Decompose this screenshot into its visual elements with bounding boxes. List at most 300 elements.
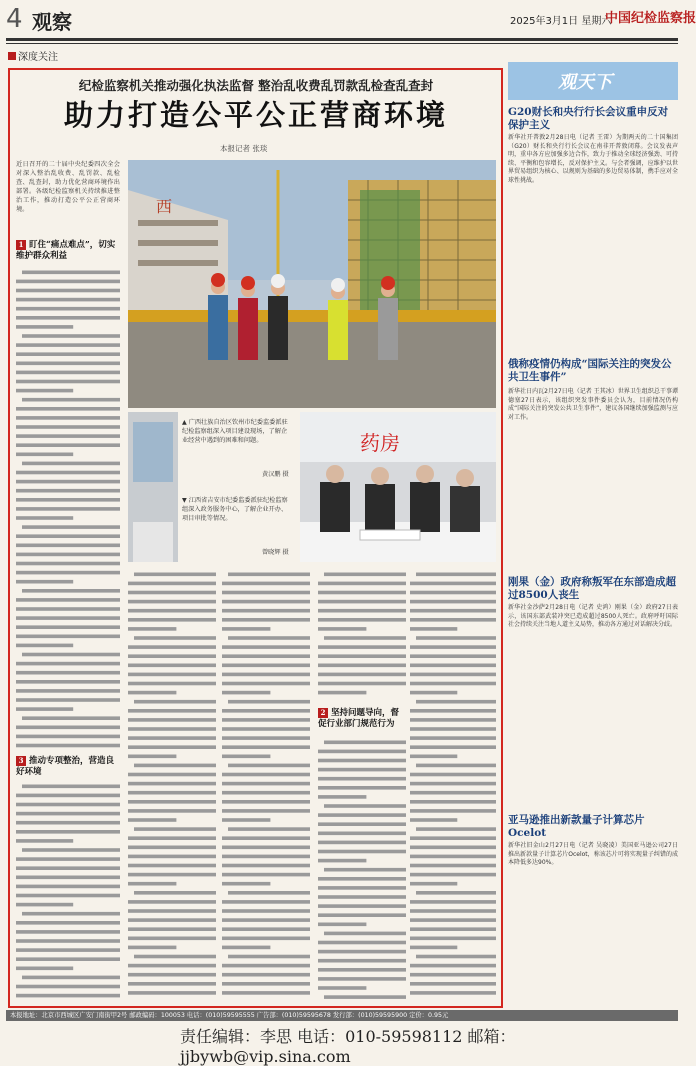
text-line-texture xyxy=(410,991,496,995)
text-line-texture xyxy=(222,791,310,795)
photo-service-hall-left xyxy=(128,412,178,562)
text-line-texture xyxy=(410,846,496,850)
text-line-texture xyxy=(128,673,216,677)
text-line-texture xyxy=(128,882,176,886)
body-column-5 xyxy=(410,570,496,1004)
text-line-texture xyxy=(318,645,406,649)
text-line-texture xyxy=(16,957,120,961)
text-line-texture xyxy=(16,307,120,311)
text-line-texture xyxy=(318,986,366,990)
text-line-texture xyxy=(410,591,496,595)
text-line-texture xyxy=(410,600,496,604)
text-line-texture xyxy=(134,636,216,640)
text-line-texture xyxy=(128,973,216,977)
text-line-texture xyxy=(16,380,120,384)
text-line-texture xyxy=(410,882,457,886)
photo1-caption: ▲ 广西壮族自治区钦州市纪委监委派驻纪检监察组深入项目建设现场，了解企业经营中遇到的困难和问题。 xyxy=(182,419,288,444)
text-line-texture xyxy=(222,591,310,595)
text-line-texture xyxy=(16,471,120,475)
text-line-texture xyxy=(128,773,216,777)
text-line-texture xyxy=(228,891,310,895)
text-line-texture xyxy=(318,904,406,908)
text-line-texture xyxy=(318,813,406,817)
text-line-texture xyxy=(128,818,176,822)
text-line-texture xyxy=(410,682,496,686)
text-line-texture xyxy=(16,580,73,584)
world-story-1-title: G20财长和央行行长会议重申反对保护主义 xyxy=(508,106,669,131)
text-line-texture xyxy=(16,671,120,675)
text-line-texture xyxy=(16,885,120,889)
text-line-texture xyxy=(22,525,120,529)
text-line-texture xyxy=(410,800,496,804)
text-line-texture xyxy=(228,700,310,704)
text-line-texture xyxy=(16,516,73,520)
text-line-texture xyxy=(410,809,496,813)
text-line-texture xyxy=(222,673,310,677)
world-story-3-title: 刚果（金）政府称叛军在东部造成超过8500人丧生 xyxy=(508,576,676,601)
text-line-texture xyxy=(16,707,73,711)
text-line-texture xyxy=(416,636,496,640)
text-line-texture xyxy=(22,271,120,275)
text-line-texture xyxy=(228,827,310,831)
text-line-texture xyxy=(128,855,216,859)
text-line-texture xyxy=(16,362,120,366)
text-line-texture xyxy=(410,673,496,677)
text-line-texture xyxy=(222,818,270,822)
text-line-texture xyxy=(134,891,216,895)
text-line-texture xyxy=(410,927,496,931)
world-story-4-body: 新华社旧金山2月27日电（记者 吴晓凌）美国亚马逊公司27日推出新款量子计算芯片Ocelot，称该芯片可将实现量子纠错的成本降低多达90%。 xyxy=(508,842,678,867)
text-line-texture xyxy=(318,886,406,890)
article-byline: 本报记者 张琰 xyxy=(220,144,268,153)
text-line-texture xyxy=(22,716,120,720)
text-line-texture xyxy=(318,877,406,881)
text-line-texture xyxy=(16,562,120,566)
text-line-texture xyxy=(16,726,120,730)
text-line-texture xyxy=(128,791,216,795)
text-line-texture xyxy=(16,830,120,834)
text-line-texture xyxy=(222,600,310,604)
text-line-texture xyxy=(318,591,406,595)
text-line-texture xyxy=(222,755,270,759)
footer-editors: 责任编辑：李思 电话：010-59598112 邮箱：jjbywb@vip.sina.com xyxy=(180,1027,516,1066)
text-line-texture xyxy=(16,939,120,943)
text-line-texture xyxy=(222,964,310,968)
text-line-texture xyxy=(318,895,406,899)
text-line-texture xyxy=(222,627,270,631)
text-line-texture xyxy=(16,894,120,898)
text-line-texture xyxy=(128,600,216,604)
text-line-texture xyxy=(16,416,120,420)
text-line-texture xyxy=(410,627,457,631)
text-line-texture xyxy=(16,803,120,807)
photo1-credit: 黄汉鹏 摄 xyxy=(262,471,289,478)
text-line-texture xyxy=(16,698,120,702)
body-column-1b xyxy=(16,782,120,1004)
text-line-texture xyxy=(410,709,496,713)
text-line-texture xyxy=(222,727,310,731)
section-title: 观察 xyxy=(32,10,72,34)
text-line-texture xyxy=(416,764,496,768)
text-line-texture xyxy=(324,868,406,872)
text-line-texture xyxy=(318,618,406,622)
text-line-texture xyxy=(222,718,310,722)
text-line-texture xyxy=(128,937,216,941)
text-line-texture xyxy=(16,434,120,438)
header-rule xyxy=(6,38,678,41)
text-line-texture xyxy=(128,654,216,658)
text-line-texture xyxy=(222,682,310,686)
text-line-texture xyxy=(410,618,496,622)
text-line-texture xyxy=(410,645,496,649)
text-line-texture xyxy=(16,325,73,329)
text-line-texture xyxy=(128,745,216,749)
text-line-texture xyxy=(318,913,406,917)
text-line-texture xyxy=(222,937,310,941)
text-line-texture xyxy=(410,836,496,840)
text-line-texture xyxy=(16,967,73,971)
text-line-texture xyxy=(128,618,216,622)
text-line-texture xyxy=(16,680,120,684)
text-line-texture xyxy=(410,654,496,658)
text-line-texture xyxy=(134,764,216,768)
text-line-texture xyxy=(410,745,496,749)
text-line-texture xyxy=(318,673,406,677)
text-line-texture xyxy=(16,298,120,302)
text-line-texture xyxy=(128,755,176,759)
text-line-texture xyxy=(410,964,496,968)
pharmacy-sign: 药房 xyxy=(360,431,400,455)
text-line-texture xyxy=(416,891,496,895)
world-story-2-title: 俄称疫情仍构成“国际关注的突发公共卫生事件” xyxy=(508,358,672,383)
text-line-texture xyxy=(16,425,120,429)
text-line-texture xyxy=(222,909,310,913)
photo-construction-site xyxy=(128,160,496,408)
text-line-texture xyxy=(16,866,120,870)
text-line-texture xyxy=(318,691,366,695)
body-column-2 xyxy=(128,570,216,1004)
text-line-texture xyxy=(318,850,406,854)
tag-marker-icon xyxy=(8,52,16,60)
text-line-texture xyxy=(318,759,406,763)
text-line-texture xyxy=(16,507,120,511)
text-line-texture xyxy=(16,812,120,816)
text-line-texture xyxy=(410,782,496,786)
text-line-texture xyxy=(222,809,310,813)
text-line-texture xyxy=(16,930,120,934)
text-line-texture xyxy=(222,745,310,749)
text-line-texture xyxy=(134,827,216,831)
text-line-texture xyxy=(128,691,176,695)
text-line-texture xyxy=(128,900,216,904)
article-headline: 助力打造公平公正营商环境 xyxy=(63,98,448,132)
text-line-texture xyxy=(416,573,496,577)
text-line-texture xyxy=(16,489,120,493)
text-line-texture xyxy=(22,976,120,980)
text-line-texture xyxy=(134,955,216,959)
text-line-texture xyxy=(318,654,406,658)
text-line-texture xyxy=(16,598,120,602)
text-line-texture xyxy=(318,795,366,799)
text-line-texture xyxy=(128,864,216,868)
text-line-texture xyxy=(222,582,310,586)
world-news-column xyxy=(508,62,678,1022)
text-line-texture xyxy=(128,991,216,995)
text-line-texture xyxy=(222,918,310,922)
text-line-texture xyxy=(16,443,120,447)
text-line-texture xyxy=(410,773,496,777)
text-line-texture xyxy=(318,777,406,781)
text-line-texture xyxy=(16,352,120,356)
text-line-texture xyxy=(128,873,216,877)
text-line-texture xyxy=(16,921,120,925)
text-line-texture xyxy=(16,876,120,880)
text-line-texture xyxy=(16,480,120,484)
text-line-texture xyxy=(410,982,496,986)
text-line-texture xyxy=(410,873,496,877)
text-line-texture xyxy=(318,664,406,668)
site-sign: 西 xyxy=(156,197,173,216)
text-line-texture xyxy=(22,462,120,466)
text-line-texture xyxy=(222,900,310,904)
text-line-texture xyxy=(222,773,310,777)
text-line-texture xyxy=(228,636,310,640)
text-line-texture xyxy=(318,786,406,790)
text-line-texture xyxy=(16,280,120,284)
text-line-texture xyxy=(16,607,120,611)
text-line-texture xyxy=(16,453,73,457)
text-line-texture xyxy=(410,691,457,695)
text-line-texture xyxy=(222,991,310,995)
text-line-texture xyxy=(318,627,366,631)
text-line-texture xyxy=(222,846,310,850)
text-line-texture xyxy=(222,973,310,977)
text-line-texture xyxy=(128,645,216,649)
text-line-texture xyxy=(410,609,496,613)
text-line-texture xyxy=(318,768,406,772)
subhead-3: 3 推动专项整治，营造良好环境 xyxy=(16,756,115,777)
world-news-banner xyxy=(508,62,678,100)
text-line-texture xyxy=(222,782,310,786)
text-line-texture xyxy=(222,864,310,868)
text-line-texture xyxy=(128,918,216,922)
text-line-texture xyxy=(128,582,216,586)
text-line-texture xyxy=(16,644,73,648)
text-line-texture xyxy=(222,645,310,649)
page-number: 4 xyxy=(6,4,23,34)
text-line-texture xyxy=(16,389,73,393)
text-line-texture xyxy=(128,709,216,713)
text-line-texture xyxy=(16,635,120,639)
text-line-texture xyxy=(22,848,120,852)
photo2-caption: ▼ 江西省吉安市纪委监委派驻纪检监察组深入政务服务中心，了解企业开办、项目审批等情况。 xyxy=(182,497,288,522)
text-line-texture xyxy=(128,982,216,986)
text-line-texture xyxy=(128,609,216,613)
text-line-texture xyxy=(222,691,270,695)
text-line-texture xyxy=(128,909,216,913)
text-line-texture xyxy=(324,932,406,936)
world-story-1-body: 新华社开普敦2月28日电（记者 王雷）为期两天的二十国集团（G20）财长和央行行长会议在南非开普敦闭幕。会议发表声明，重申各方应加强多边合作，致力于推动全球经济强劲、可持续、平衡和包容增长，反对保护主义。与会者强调，应维护以世界贸易组织为核心、以规则为基础的多边贸易体制，携手应对全球性挑战。 xyxy=(508,134,678,184)
text-line-texture xyxy=(22,785,120,789)
text-line-texture xyxy=(410,909,496,913)
text-line-texture xyxy=(134,700,216,704)
text-line-texture xyxy=(134,573,216,577)
text-line-texture xyxy=(410,973,496,977)
text-line-texture xyxy=(16,544,120,548)
text-line-texture xyxy=(410,718,496,722)
text-line-texture xyxy=(16,857,120,861)
text-line-texture xyxy=(16,662,120,666)
text-line-texture xyxy=(324,573,406,577)
text-line-texture xyxy=(16,994,120,998)
text-line-texture xyxy=(16,553,120,557)
text-line-texture xyxy=(222,709,310,713)
text-line-texture xyxy=(16,948,120,952)
text-line-texture xyxy=(128,964,216,968)
text-line-texture xyxy=(318,609,406,613)
world-news-badge: 观天下 xyxy=(558,72,612,93)
text-line-texture xyxy=(410,755,457,759)
text-line-texture xyxy=(410,791,496,795)
text-line-texture xyxy=(318,968,406,972)
text-line-texture xyxy=(128,736,216,740)
text-line-texture xyxy=(222,654,310,658)
photo2-credit: 曾晓辉 摄 xyxy=(262,549,289,556)
subhead-1: 1 盯住“痛点难点”，切实维护群众利益 xyxy=(16,240,116,261)
text-line-texture xyxy=(128,782,216,786)
text-line-texture xyxy=(22,912,120,916)
text-line-texture xyxy=(16,371,120,375)
text-line-texture xyxy=(16,689,120,693)
text-line-texture xyxy=(222,982,310,986)
world-story-3-body: 新华社金沙萨2月28日电（记者 史鸿）刚果（金）政府27日表示，该国东部武装冲突已造成超过8500人死亡。政府呼吁国际社会持续关注当地人道主义局势，推动各方通过对话解决分歧。 xyxy=(508,604,678,629)
text-line-texture xyxy=(228,764,310,768)
text-line-texture xyxy=(318,600,406,604)
text-line-texture xyxy=(410,937,496,941)
text-line-texture xyxy=(222,946,270,950)
text-line-texture xyxy=(16,316,120,320)
text-line-texture xyxy=(128,664,216,668)
text-line-texture xyxy=(16,903,73,907)
text-line-texture xyxy=(324,995,406,999)
text-line-texture xyxy=(222,800,310,804)
text-line-texture xyxy=(410,736,496,740)
subhead-2: 2 坚持问题导向，督促行业部门规范行为 xyxy=(318,708,400,729)
text-line-texture xyxy=(128,682,216,686)
text-line-texture xyxy=(324,636,406,640)
text-line-texture xyxy=(228,955,310,959)
text-line-texture xyxy=(16,289,120,293)
text-line-texture xyxy=(16,985,120,989)
text-line-texture xyxy=(128,846,216,850)
text-line-texture xyxy=(410,864,496,868)
body-column-1 xyxy=(16,268,120,753)
text-line-texture xyxy=(16,343,120,347)
text-line-texture xyxy=(16,744,120,748)
text-line-texture xyxy=(22,398,120,402)
text-line-texture xyxy=(222,618,310,622)
text-line-texture xyxy=(318,923,366,927)
text-line-texture xyxy=(416,700,496,704)
text-line-texture xyxy=(128,591,216,595)
text-line-texture xyxy=(22,653,120,657)
intro-paragraph: 近日召开的二十届中央纪委四次全会对深入整治乱收费、乱罚款、乱检查、乱查封，助力优化营商环境作出部署。各级纪检监察机关持续推进整治工作，推动打造公平公正营商环境。 xyxy=(16,161,120,214)
text-line-texture xyxy=(222,855,310,859)
text-line-texture xyxy=(222,873,310,877)
text-line-texture xyxy=(16,498,120,502)
text-line-texture xyxy=(222,609,310,613)
text-line-texture xyxy=(222,664,310,668)
text-line-texture xyxy=(16,571,120,575)
body-column-4b xyxy=(318,738,406,1004)
world-story-4-title: 亚马逊推出新款量子计算芯片Ocelot xyxy=(508,814,645,839)
text-line-texture xyxy=(410,727,496,731)
text-line-texture xyxy=(228,573,310,577)
text-line-texture xyxy=(22,334,120,338)
text-line-texture xyxy=(16,735,120,739)
text-line-texture xyxy=(416,827,496,831)
text-line-texture xyxy=(128,927,216,931)
text-line-texture xyxy=(128,800,216,804)
text-line-texture xyxy=(410,818,457,822)
column-tag: 深度关注 xyxy=(8,48,58,63)
text-line-texture xyxy=(318,822,406,826)
text-line-texture xyxy=(416,955,496,959)
text-line-texture xyxy=(222,836,310,840)
text-line-texture xyxy=(324,804,406,808)
text-line-texture xyxy=(410,855,496,859)
text-line-texture xyxy=(16,616,120,620)
text-line-texture xyxy=(410,946,457,950)
photo-service-hall xyxy=(300,412,496,562)
text-line-texture xyxy=(410,664,496,668)
text-line-texture xyxy=(128,718,216,722)
world-story-2-body: 新华社日内瓦2月27日电（记者 王其冰）世界卫生组织总干事谭德塞27日表示，该组织突发事件委员会认为，目前情况仍构成“国际关注的突发公共卫生事件”，建议各国继续加强监测与应对工作。 xyxy=(508,388,678,421)
text-line-texture xyxy=(318,682,406,686)
text-line-texture xyxy=(128,836,216,840)
text-line-texture xyxy=(318,750,406,754)
text-line-texture xyxy=(410,582,496,586)
text-line-texture xyxy=(318,841,406,845)
text-line-texture xyxy=(410,918,496,922)
text-line-texture xyxy=(318,941,406,945)
footer-info-bar: 本报地址：北京市西城区广安门南街甲2号 邮政编码：100053 电话：(010)59595555 广告部：(010)59595678 发行部：(010)59595900 定价：0.95元 xyxy=(6,1010,678,1021)
text-line-texture xyxy=(128,809,216,813)
newspaper-brand: 中国纪检监察报 xyxy=(605,11,696,26)
text-line-texture xyxy=(324,741,406,745)
text-line-texture xyxy=(318,977,406,981)
text-line-texture xyxy=(22,589,120,593)
body-column-4a xyxy=(318,570,406,700)
body-column-3 xyxy=(222,570,310,1004)
text-line-texture xyxy=(128,727,216,731)
article-kicker: 纪检监察机关推动强化执法监督 整治乱收费乱罚款乱检查乱查封 xyxy=(78,78,434,93)
header-rule-thin xyxy=(6,43,678,44)
text-line-texture xyxy=(222,927,310,931)
text-line-texture xyxy=(16,407,120,411)
text-line-texture xyxy=(318,832,406,836)
text-line-texture xyxy=(318,959,406,963)
text-line-texture xyxy=(222,736,310,740)
text-line-texture xyxy=(16,821,120,825)
text-line-texture xyxy=(16,534,120,538)
issue-date: 2025年3月1日 星期六 xyxy=(510,16,612,27)
text-line-texture xyxy=(222,882,270,886)
text-line-texture xyxy=(16,794,120,798)
text-line-texture xyxy=(128,627,176,631)
text-line-texture xyxy=(16,839,73,843)
text-line-texture xyxy=(318,582,406,586)
